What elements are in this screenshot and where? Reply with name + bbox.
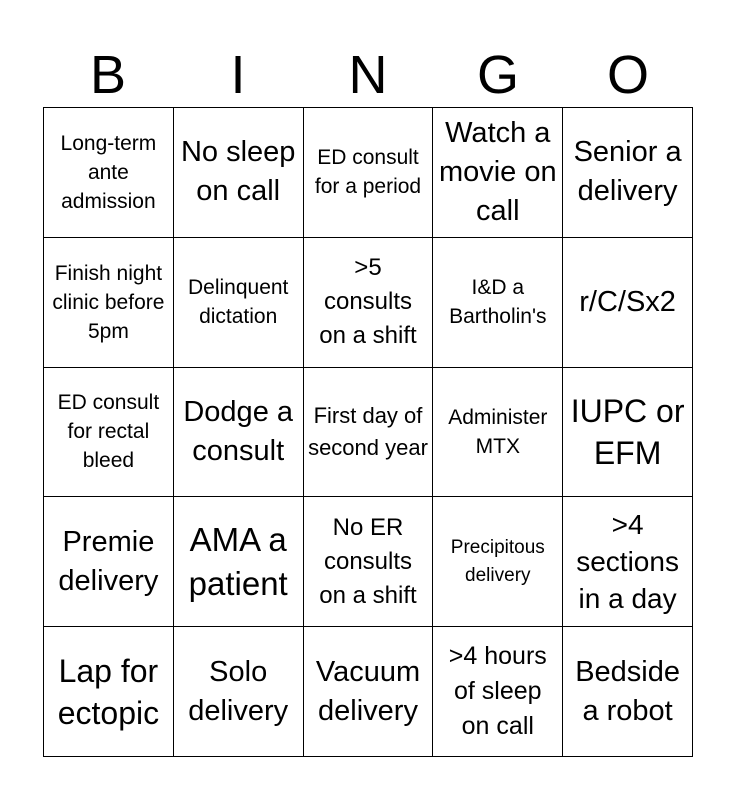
cell-text: Solo delivery [188, 655, 289, 727]
bingo-cell[interactable] [563, 627, 693, 757]
bingo-cell[interactable] [174, 627, 304, 757]
bingo-cell[interactable] [433, 497, 563, 627]
cell-text: Bedside a robot [575, 655, 680, 727]
bingo-cell[interactable] [304, 627, 434, 757]
cell-text: IUPC or EFM [570, 392, 685, 471]
bingo-cell[interactable] [44, 238, 174, 368]
bingo-cell[interactable] [433, 368, 563, 498]
cell-text: Administer MTX [448, 405, 548, 458]
bingo-cell[interactable] [304, 497, 434, 627]
cell-text: No sleep on call [180, 136, 296, 208]
cell-text: >5 consults on a shift [319, 254, 417, 350]
bingo-cell[interactable] [174, 497, 304, 627]
bingo-header [43, 42, 693, 108]
bingo-cell[interactable] [563, 238, 693, 368]
cell-text: Precipitous delivery [450, 536, 545, 586]
cell-text: Finish night clinic before 5pm [52, 261, 165, 343]
bingo-cell[interactable] [44, 108, 174, 238]
header-letter-g: G [476, 45, 519, 105]
header-letter-b: B [89, 45, 127, 105]
bingo-cell[interactable] [563, 368, 693, 498]
bingo-cell[interactable] [304, 238, 434, 368]
bingo-cell[interactable] [44, 368, 174, 498]
cell-text: >4 sections in a day [576, 509, 679, 615]
cell-text: ED consult for a period [314, 146, 422, 199]
bingo-cell[interactable] [563, 497, 693, 627]
cell-text: ED consult for rectal bleed [57, 391, 160, 473]
cell-text: r/C/Sx2 [579, 285, 676, 318]
bingo-cell[interactable] [174, 238, 304, 368]
cell-text: Delinquent dictation [187, 276, 289, 329]
header-letter-o: O [606, 45, 649, 105]
bingo-cell[interactable] [174, 108, 304, 238]
cell-text: Vacuum delivery [315, 655, 421, 727]
bingo-cell[interactable] [433, 238, 563, 368]
cell-text: I&D a Bartholin's [449, 276, 547, 329]
cell-text: First day of second year [308, 402, 428, 460]
header-letter-n: N [348, 45, 388, 105]
bingo-cell[interactable] [304, 108, 434, 238]
header-letter-i: I [230, 45, 246, 105]
bingo-cell[interactable] [44, 627, 174, 757]
cell-text: Lap for ectopic [57, 652, 160, 731]
bingo-cell[interactable] [44, 497, 174, 627]
bingo-cell[interactable] [304, 368, 434, 498]
cell-text: Long-term ante admission [60, 131, 157, 213]
bingo-cell[interactable] [563, 108, 693, 238]
cell-text: >4 hours of sleep on call [448, 642, 547, 741]
cell-text: Dodge a consult [183, 395, 294, 467]
cell-text: Premie delivery [58, 525, 159, 597]
bingo-cell[interactable] [174, 368, 304, 498]
cell-text: Senior a delivery [573, 136, 682, 208]
bingo-cell[interactable] [433, 108, 563, 238]
cell-text: Watch a movie on call [438, 116, 557, 227]
cell-text: No ER consults on a shift [319, 513, 417, 609]
bingo-cell[interactable] [433, 627, 563, 757]
cell-text: AMA a patient [188, 520, 288, 602]
bingo-board [43, 107, 693, 757]
